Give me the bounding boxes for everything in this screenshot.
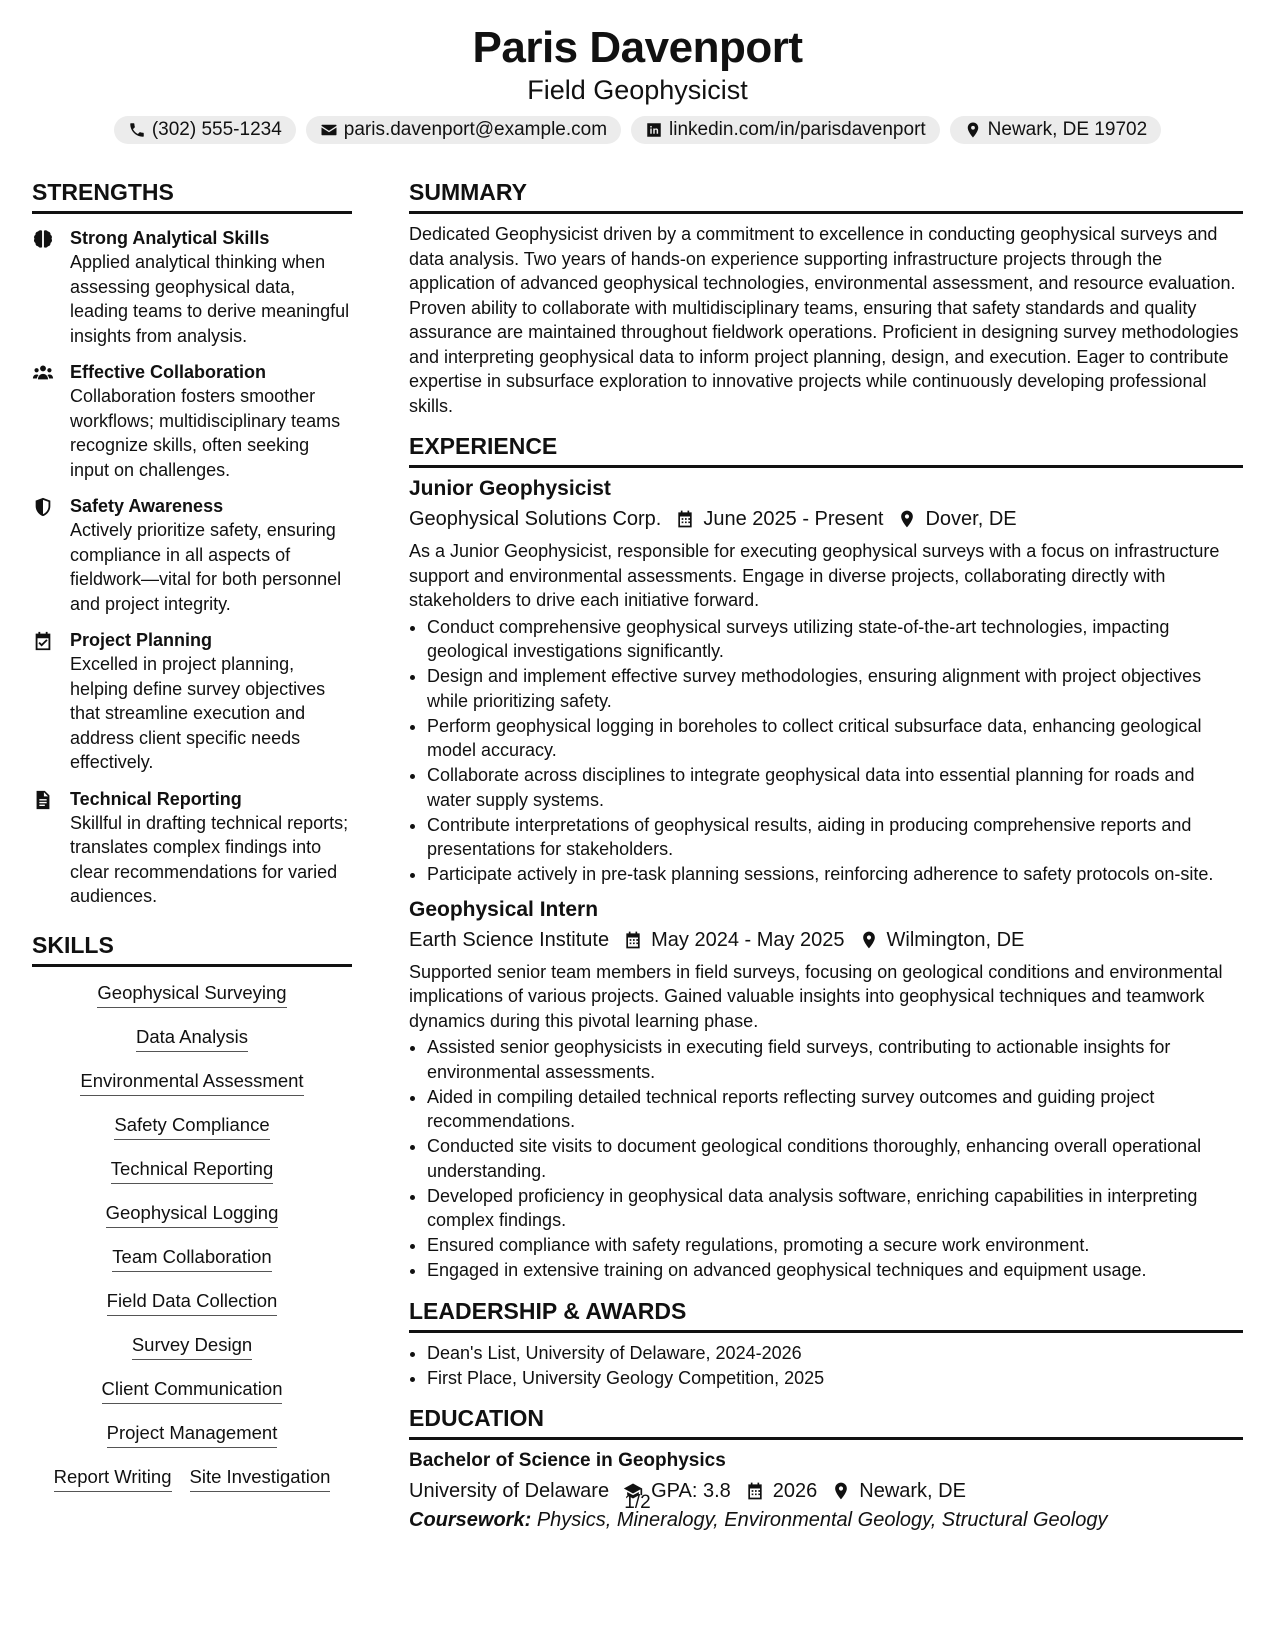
list-item: • Assisted senior geophysicists in executing field surveys, contributing to actionable insights for environmental assessments. [427, 1035, 1243, 1084]
summary-heading: SUMMARY [409, 178, 1243, 214]
strength-desc: Skillful in drafting technical reports; translates complex findings into clear recommendations for varied audiences. [70, 812, 349, 906]
coursework-list: Physics, Mineralogy, Environmental Geology, Structural Geology [536, 1509, 1108, 1531]
list-item: • Design and implement effective survey methodologies, ensuring alignment with project objectives while prioritizing safety. [427, 664, 1243, 713]
grad-year: 2026 [772, 1480, 818, 1502]
list-item: • Participate actively in pre-task planning sessions, reinforcing adherence to safety protocols on-site. [427, 862, 1243, 887]
awards-section [409, 1297, 1243, 1391]
job-location: Dover, DE [925, 508, 1017, 530]
strength-item [32, 226, 352, 348]
job-bullets [409, 615, 1243, 887]
strength-title: Safety Awareness [70, 496, 224, 516]
job-desc: As a Junior Geophysicist, responsible for executing geophysical surveys with a focus on infrastructure support and environmental assessments. Engage in diverse projects, collaborating directly with stakeholders to drive each initiative forward. [409, 541, 1220, 610]
list-item: • Developed proficiency in geophysical data analysis software, enriching capabilities in interpreting complex findings. [427, 1184, 1243, 1233]
awards-heading: LEADERSHIP & AWARDS [409, 1297, 1243, 1333]
calendar-icon [675, 509, 695, 529]
strength-title: Technical Reporting [70, 788, 242, 809]
strengths-heading: STRENGTHS [32, 178, 352, 214]
skill-tag: Environmental Assessment [80, 1069, 303, 1096]
skill-tag: Geophysical Surveying [97, 981, 286, 1008]
school-name: University of Delaware [409, 1480, 610, 1502]
job-entry [409, 897, 1243, 1283]
skill-tag: Field Data Collection [107, 1289, 278, 1316]
school-location: Newark, DE [859, 1480, 966, 1502]
calendar-check-icon [32, 630, 54, 652]
job-dates: May 2024 - May 2025 [651, 928, 845, 951]
resume-header [0, 0, 1275, 144]
linkedin-text[interactable]: linkedin.com/in/parisdavenport [669, 119, 926, 140]
strength-desc: Excelled in project planning, helping define survey objectives that streamline execution and address client specific needs effectively. [70, 654, 326, 772]
contact-email[interactable] [306, 116, 621, 144]
mail-icon [320, 121, 338, 139]
list-item: • Engaged in extensive training on advanced geophysical techniques and equipment usage. [427, 1258, 1243, 1283]
job-meta [409, 506, 1243, 532]
strength-item [32, 494, 352, 616]
job-title: Geophysical Intern [409, 897, 599, 921]
degree-title: Bachelor of Science in Geophysics [409, 1450, 726, 1471]
strength-title: Strong Analytical Skills [70, 228, 270, 248]
strength-desc: Actively prioritize safety, ensuring compliance in all aspects of fieldwork—vital for both personnel and project integrity. [70, 520, 342, 614]
job-desc: Supported senior team members in field surveys, focusing on geological conditions and environmental implications of various projects. Gained valuable insights into geophysical techniques and teamwork dynamics during this pivotal learning phase. [409, 961, 1223, 1031]
skill-tag: Survey Design [132, 1333, 252, 1360]
job-bullets [409, 1035, 1243, 1283]
list-item: • Contribute interpretations of geophysical results, aiding in producing comprehensive reports and presentations for stakeholders. [427, 813, 1243, 862]
list-item: • Conduct comprehensive geophysical surveys utilizing state-of-the-art technologies, impacting geological investigations significantly. [427, 615, 1243, 664]
skill-tag: Safety Compliance [114, 1113, 269, 1140]
map-pin-icon [964, 121, 982, 139]
skill-tag: Team Collaboration [112, 1245, 271, 1272]
shield-icon [32, 496, 54, 518]
contact-location [950, 116, 1161, 144]
right-column [409, 178, 1243, 1533]
skill-tag: Site Investigation [190, 1465, 331, 1492]
contact-phone [114, 116, 296, 144]
list-item: • Perform geophysical logging in boreholes to collect critical subsurface data, enhancing geological model accuracy. [427, 714, 1243, 763]
experience-heading: EXPERIENCE [409, 432, 1243, 468]
location-text: Newark, DE 19702 [987, 119, 1148, 140]
job-location: Wilmington, DE [886, 928, 1025, 951]
resume-body [32, 178, 1243, 1533]
strength-item [32, 787, 352, 909]
strength-title: Effective Collaboration [70, 362, 267, 382]
job-meta [409, 927, 1243, 953]
job-title: Junior Geophysicist [409, 477, 611, 500]
skill-tag: Data Analysis [136, 1025, 248, 1052]
job-dates: June 2025 - Present [703, 508, 884, 530]
candidate-name: Paris Davenport [472, 23, 803, 72]
strength-item [32, 628, 352, 775]
contact-linkedin[interactable] [631, 116, 940, 144]
skill-tag: Project Management [107, 1421, 278, 1448]
document-icon [32, 789, 54, 811]
strength-desc: Collaboration fosters smoother workflows; multidisciplinary teams recognize skills, often seeking input on challenges. [70, 386, 341, 480]
phone-icon [128, 121, 146, 139]
list-item: • Conducted site visits to document geological conditions thoroughly, enhancing overall operational understanding. [427, 1134, 1243, 1183]
job-company: Geophysical Solutions Corp. [409, 508, 662, 530]
education-heading: EDUCATION [409, 1404, 1243, 1440]
phone-text: (302) 555-1234 [151, 119, 282, 140]
skills-list [32, 981, 352, 1509]
strength-title: Project Planning [70, 630, 213, 650]
skill-tag: Report Writing [54, 1465, 172, 1492]
map-pin-icon [897, 509, 917, 529]
skill-tag: Geophysical Logging [106, 1201, 279, 1228]
contact-bar [0, 116, 1275, 144]
list-item: • First Place, University Geology Competition, 2025 [427, 1366, 1243, 1391]
list-item: • Ensured compliance with safety regulations, promoting a secure work environment. [427, 1233, 1243, 1258]
summary-text: Dedicated Geophysicist driven by a commitment to excellence in conducting geophysical surveys and data analysis. Two years of hands-on experience supporting infrastructure projects through the application of advanced geophysical technologies, environmental assessment, and resource evaluation. Proven ability to collaborate with multidisciplinary teams, ensuring that safety standards and quality assurance are maintained throughout fieldwork operations. Proficient in designing survey methodologies and interpreting geophysical data to inform project planning, design, and execution. Eager to contribute expertise in subsurface exploration to innovative projects while continuously developing professional skills. [409, 224, 1239, 416]
list-item: • Collaborate across disciplines to integrate geophysical data into essential planning for roads and water supply systems. [427, 763, 1243, 812]
skill-tag: Client Communication [102, 1377, 283, 1404]
awards-list [409, 1341, 1243, 1391]
skill-tag: Technical Reporting [111, 1157, 273, 1184]
list-item: • Dean's List, University of Delaware, 2024-2026 [427, 1341, 1243, 1366]
coursework-label: Coursework: [409, 1509, 532, 1531]
skills-heading: SKILLS [32, 931, 352, 967]
map-pin-icon [859, 930, 879, 950]
email-text[interactable]: paris.davenport@example.com [343, 119, 608, 140]
linkedin-icon [645, 121, 663, 139]
gpa: GPA: 3.8 [651, 1480, 731, 1502]
page-number: 1/2 [624, 1492, 651, 1513]
list-item: • Aided in compiling detailed technical reports reflecting survey outcomes and guiding project recommendations. [427, 1085, 1243, 1134]
job-entry [409, 476, 1243, 887]
users-icon [32, 362, 54, 384]
job-company: Earth Science Institute [409, 928, 610, 951]
calendar-icon [623, 930, 643, 950]
strength-item [32, 360, 352, 482]
brain-icon [32, 228, 54, 250]
strength-desc: Applied analytical thinking when assessing geophysical data, leading teams to derive meaningful insights from analysis. [70, 252, 350, 346]
left-column [32, 178, 352, 1533]
candidate-title: Field Geophysicist [527, 75, 748, 105]
